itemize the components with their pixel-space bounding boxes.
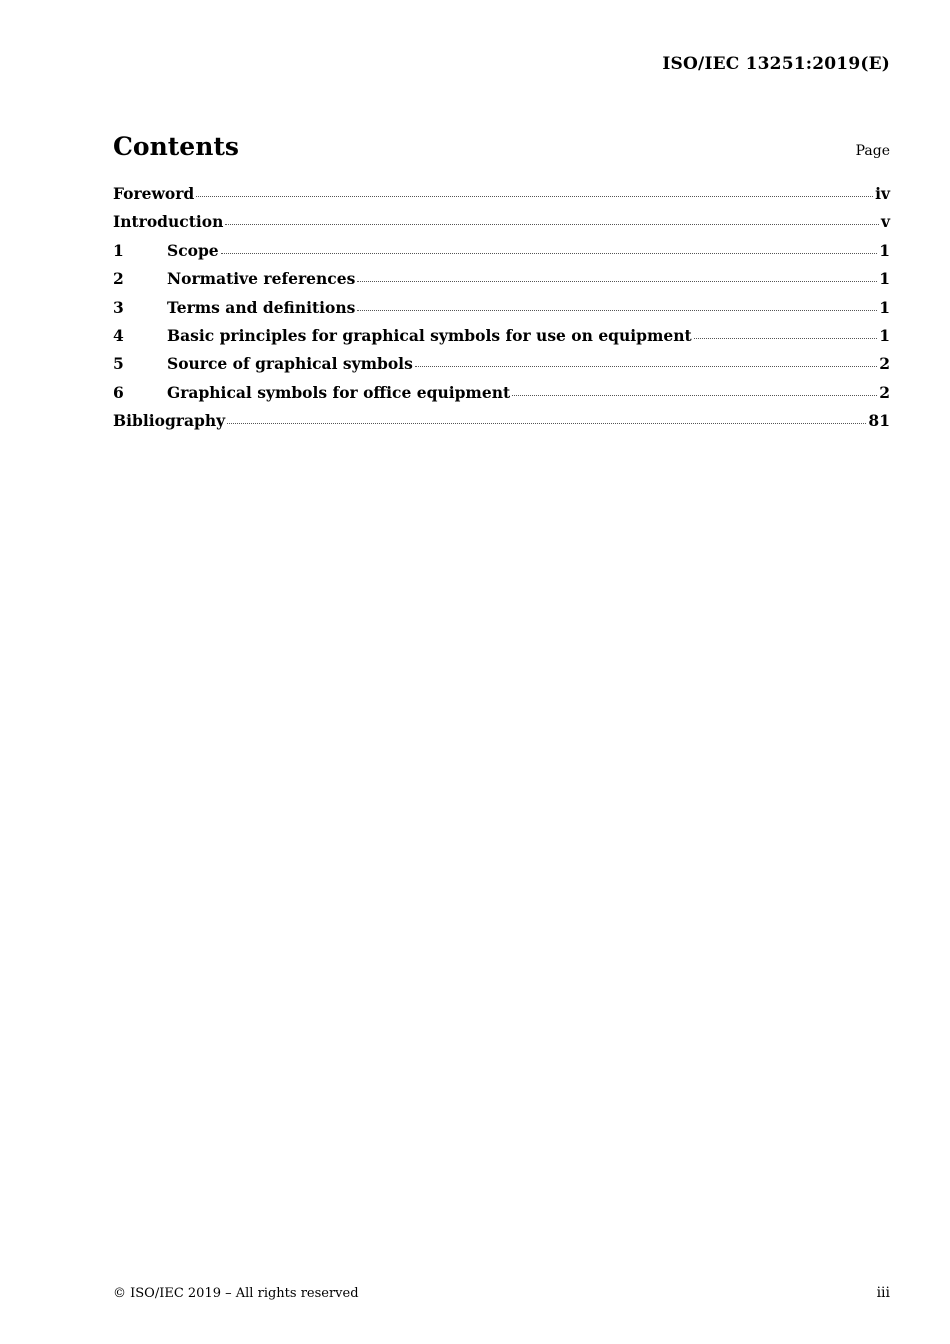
toc-entry-page: 1 [879,269,890,289]
toc-entry-title: Scope [167,240,219,260]
footer-page-number: iii [876,1285,890,1301]
toc-entry-number: 2 [113,269,124,289]
toc-entry-normative-references[interactable] [113,269,890,297]
toc-entry-terms-and-definitions[interactable] [113,298,890,326]
toc-entry-title: Introduction [113,212,224,232]
toc-entry-source-of-graphical-symbols[interactable] [113,354,890,382]
toc-entry-page: 1 [879,325,890,345]
toc-entry-page: 1 [879,297,890,317]
toc-leader-dots [357,310,877,311]
document-identifier: ISO/IEC 13251:2019(E) [662,54,890,74]
toc-entry-number: 1 [113,240,124,260]
toc-entry-page: 2 [879,382,890,402]
toc-entry-number: 5 [113,354,124,374]
toc-entry-title: Bibliography [113,411,226,431]
toc-entry-page: 2 [879,354,890,374]
toc-entry-title: Basic principles for graphical symbols for use on equipment [167,325,692,345]
toc-leader-dots [227,423,866,424]
toc-leader-dots [357,281,877,282]
toc-entry-title: Source of graphical symbols [167,354,413,374]
toc-leader-dots [221,253,878,254]
toc-leader-dots [225,224,879,225]
toc-entry-number: 6 [113,382,124,402]
toc-entry-title: Foreword [113,184,195,203]
toc-entry-title: Terms and definitions [167,297,356,317]
toc-entry-scope[interactable] [113,241,890,269]
toc-entry-page: v [880,212,890,232]
toc-entry-title: Normative references [167,269,356,289]
contents-heading: Contents [113,132,240,161]
toc-entry-page: 1 [879,240,890,260]
table-of-contents [113,184,890,440]
toc-entry-bibliography[interactable] [113,411,890,439]
footer-copyright: © ISO/IEC 2019 – All rights reserved [113,1286,359,1301]
toc-entry-basic-principles[interactable] [113,326,890,354]
toc-leader-dots [512,395,877,396]
toc-entry-title: Graphical symbols for office equipment [167,382,511,402]
toc-entry-number: 3 [113,297,124,317]
toc-entry-number: 4 [113,325,124,345]
toc-leader-dots [196,196,873,197]
toc-entry-introduction[interactable] [113,212,890,240]
toc-entry-graphical-symbols-office-equipment[interactable] [113,383,890,411]
toc-leader-dots [415,366,877,367]
page-column-label: Page [855,143,890,159]
toc-leader-dots [694,338,878,339]
toc-entry-page: iv [875,184,890,203]
toc-entry-foreword[interactable] [113,184,890,212]
toc-entry-page: 81 [868,411,890,431]
